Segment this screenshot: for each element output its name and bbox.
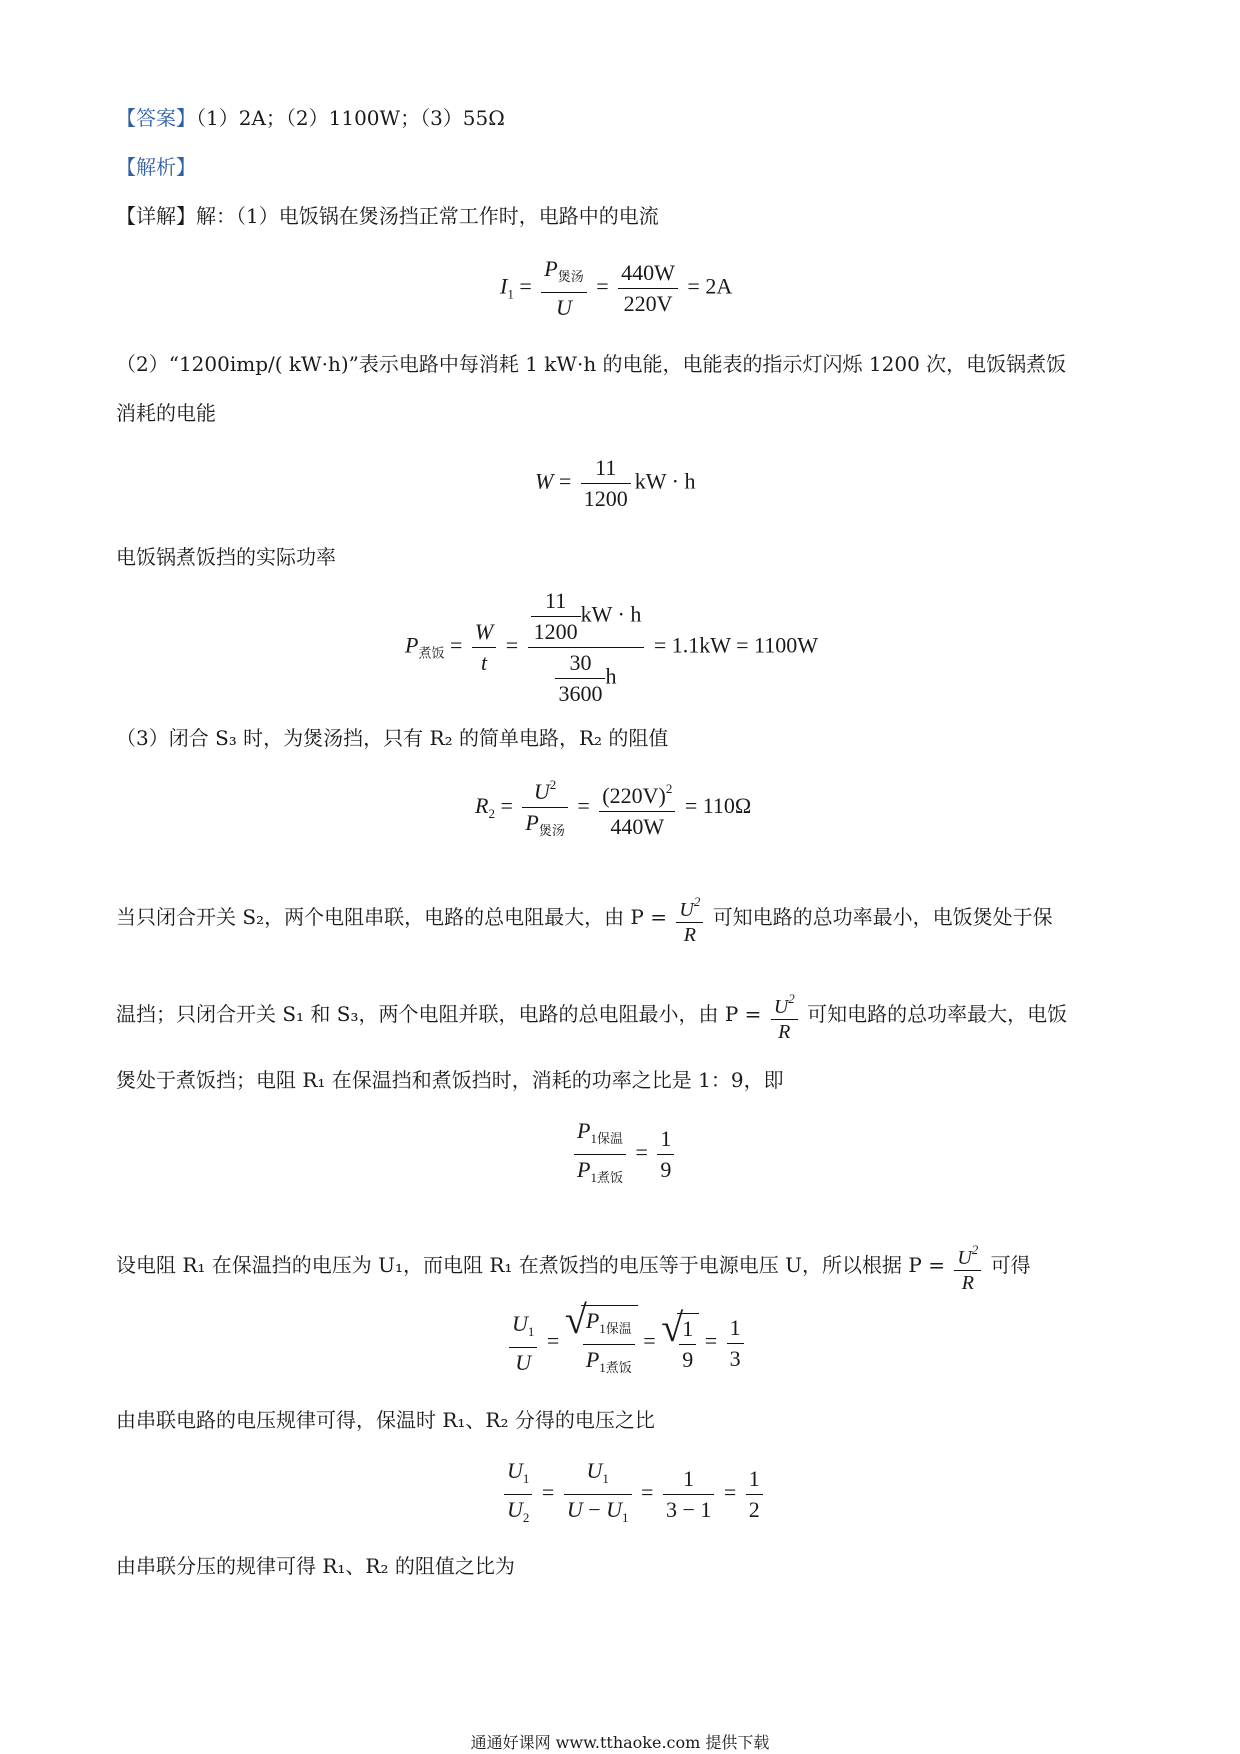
equation-current: $I_1$ = $\frac{P_{煲汤}}{U}$ = $\frac{440W}{220V}$ = 2A <box>500 256 733 320</box>
paragraph-4: （3）闭合 S₃ 时，为煲汤挡，只有 R₂ 的简单电路，R₂ 的阻值 <box>116 726 669 750</box>
paragraph-5-text-a: 当只闭合开关 S₂，两个电阻串联，电路的总电阻最大，由 P = <box>116 905 668 929</box>
paragraph-2b: 消耗的电能 <box>116 401 216 425</box>
equation-power: $P_{煮饭}$ = $\frac{W}{t}$ = $\frac{11}{1200}$ kW · h $\frac{30}{3600}$ h = 1.1kW = 1100W <box>405 588 818 706</box>
paragraph-6 <box>116 987 1067 1044</box>
paragraph-2: （2）“1200imp/( kW·h)”表示电路中每消耗 1 kW·h 的电能，电能表的指示灯闪烁 1200 次，电饭锅煮饭 <box>116 352 1067 376</box>
paragraph-8 <box>116 1238 1031 1295</box>
answer-text: （1）2A；（2）1100W；（3）55Ω <box>196 106 505 130</box>
analysis-label: 【解析】 <box>116 155 196 179</box>
analysis-line <box>116 155 196 179</box>
paragraph-5-text-b: 可知电路的总功率最小，电饭煲处于保 <box>712 905 1053 929</box>
power-formula: $\frac{U^2}{R}$ <box>954 1238 981 1295</box>
equation-energy: W = $\frac{11}{1200}$ kW · h <box>535 455 696 511</box>
equation-resistance: $R_2$ = $\frac{U^2}{P_{煲汤}}$ = $\frac{(220V)^2}{440W}$ = 110Ω <box>475 772 751 844</box>
equation-series-ratio: $\frac{U_1}{U_2}$ = $\frac{U_1}{U - U_1}$ = $\frac{1}{3 - 1}$ = $\frac{1}{2}$ <box>500 1458 767 1531</box>
paragraph-6-text-b: 可知电路的总功率最大，电饭 <box>807 1002 1068 1026</box>
paragraph-8-text-a: 设电阻 R₁ 在保温挡的电压为 U₁，而电阻 R₁ 在煮饭挡的电压等于电源电压 U，所以根据 P = <box>116 1253 945 1277</box>
equation-power-ratio: $\frac{P_{1保温}}{P_{1煮饭}}$ = $\frac{1}{9}$ <box>570 1118 678 1191</box>
paragraph-7: 煲处于煮饭挡；电阻 R₁ 在保温挡和煮饭挡时，消耗的功率之比是 1：9，即 <box>116 1068 784 1092</box>
answer-line <box>116 106 505 130</box>
equation-voltage-ratio: $\frac{U_1}{U}$ = √ $\frac{P_{1保温}}{P_{1煮饭}}$ = √ $\frac{1}{9}$ = $\frac{1}{3}$ <box>505 1305 748 1381</box>
paragraph-3: 电饭锅煮饭挡的实际功率 <box>116 545 336 569</box>
paragraph-9: 由串联电路的电压规律可得，保温时 R₁、R₂ 分得的电压之比 <box>116 1408 655 1432</box>
paragraph-6-text-a: 温挡；只闭合开关 S₁ 和 S₃，两个电阻并联，电路的总电阻最小，由 P = <box>116 1002 762 1026</box>
power-formula: $\frac{U^2}{R}$ <box>771 987 798 1044</box>
paragraph-10: 由串联分压的规律可得 R₁、R₂ 的阻值之比为 <box>116 1554 515 1578</box>
detail-label: 【详解】 <box>116 204 196 228</box>
answer-label: 【答案】 <box>116 106 196 130</box>
paragraph-5 <box>116 890 1053 947</box>
power-formula: $\frac{U^2}{R}$ <box>676 890 703 947</box>
footer-text: 通通好课网 www.tthaoke.com 提供下载 <box>470 1733 770 1752</box>
detail-text: 解：（1）电饭锅在煲汤挡正常工作时，电路中的电流 <box>196 204 659 228</box>
detail-line <box>116 204 659 228</box>
paragraph-8-text-b: 可得 <box>990 1253 1031 1277</box>
